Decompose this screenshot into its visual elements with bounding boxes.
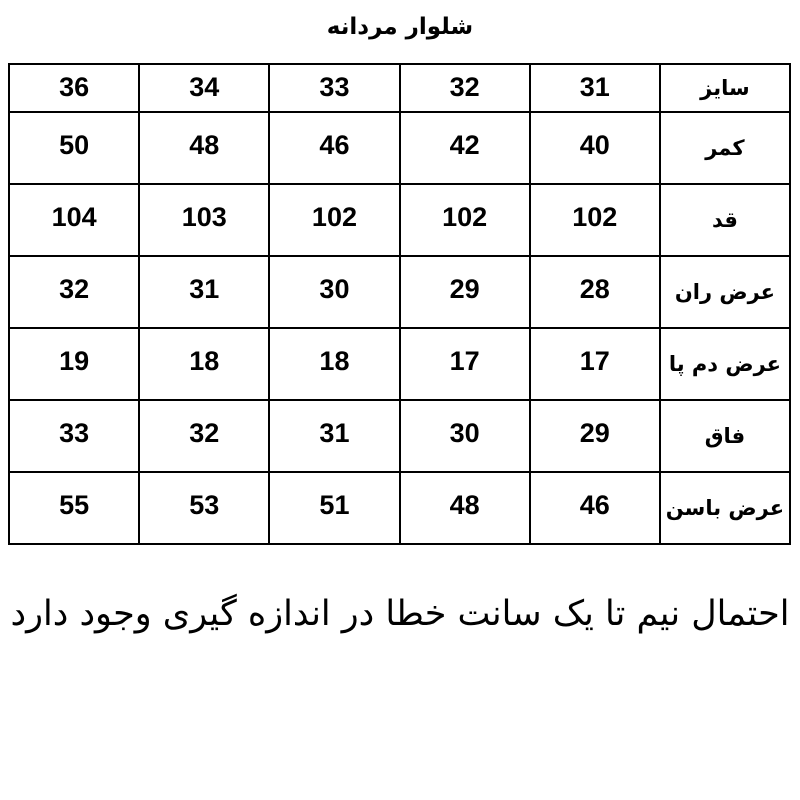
measurement-cell: 31	[139, 256, 269, 328]
measurement-cell: 48	[139, 112, 269, 184]
measurement-cell: 17	[400, 328, 530, 400]
measurement-cell: 48	[400, 472, 530, 544]
row-header-label: قد	[660, 184, 790, 256]
measurement-cell: 36	[9, 64, 139, 112]
table-row	[9, 184, 790, 256]
row-header-label: سایز	[660, 64, 790, 112]
measurement-cell: 46	[269, 112, 399, 184]
measurement-cell: 30	[400, 400, 530, 472]
row-header-label: عرض دم پا	[660, 328, 790, 400]
measurement-cell: 31	[530, 64, 660, 112]
measurement-cell: 33	[9, 400, 139, 472]
size-table	[8, 63, 791, 545]
measurement-cell: 55	[9, 472, 139, 544]
measurement-cell: 30	[269, 256, 399, 328]
row-header-label: کمر	[660, 112, 790, 184]
measurement-cell: 34	[139, 64, 269, 112]
table-row	[9, 256, 790, 328]
measurement-cell: 17	[530, 328, 660, 400]
measurement-cell: 103	[139, 184, 269, 256]
measurement-disclaimer-note: احتمال نیم تا یک سانت خطا در اندازه گیری وجود دارد	[10, 594, 790, 634]
measurement-cell: 33	[269, 64, 399, 112]
measurement-cell: 53	[139, 472, 269, 544]
row-header-label: عرض باسن	[660, 472, 790, 544]
row-header-label: فاق	[660, 400, 790, 472]
measurement-cell: 50	[9, 112, 139, 184]
measurement-cell: 32	[9, 256, 139, 328]
measurement-cell: 28	[530, 256, 660, 328]
measurement-cell: 29	[400, 256, 530, 328]
table-row	[9, 112, 790, 184]
size-table-body	[9, 64, 790, 544]
measurement-cell: 18	[139, 328, 269, 400]
measurement-cell: 29	[530, 400, 660, 472]
table-row	[9, 64, 790, 112]
measurement-cell: 102	[269, 184, 399, 256]
table-row	[9, 472, 790, 544]
measurement-cell: 102	[530, 184, 660, 256]
page-title: شلوار مردانه	[326, 14, 474, 40]
table-row	[9, 328, 790, 400]
row-header-label: عرض ران	[660, 256, 790, 328]
measurement-cell: 104	[9, 184, 139, 256]
measurement-cell: 40	[530, 112, 660, 184]
measurement-cell: 32	[139, 400, 269, 472]
measurement-cell: 46	[530, 472, 660, 544]
table-row	[9, 400, 790, 472]
measurement-cell: 31	[269, 400, 399, 472]
measurement-cell: 42	[400, 112, 530, 184]
measurement-cell: 32	[400, 64, 530, 112]
measurement-cell: 51	[269, 472, 399, 544]
measurement-cell: 102	[400, 184, 530, 256]
measurement-cell: 19	[9, 328, 139, 400]
measurement-cell: 18	[269, 328, 399, 400]
